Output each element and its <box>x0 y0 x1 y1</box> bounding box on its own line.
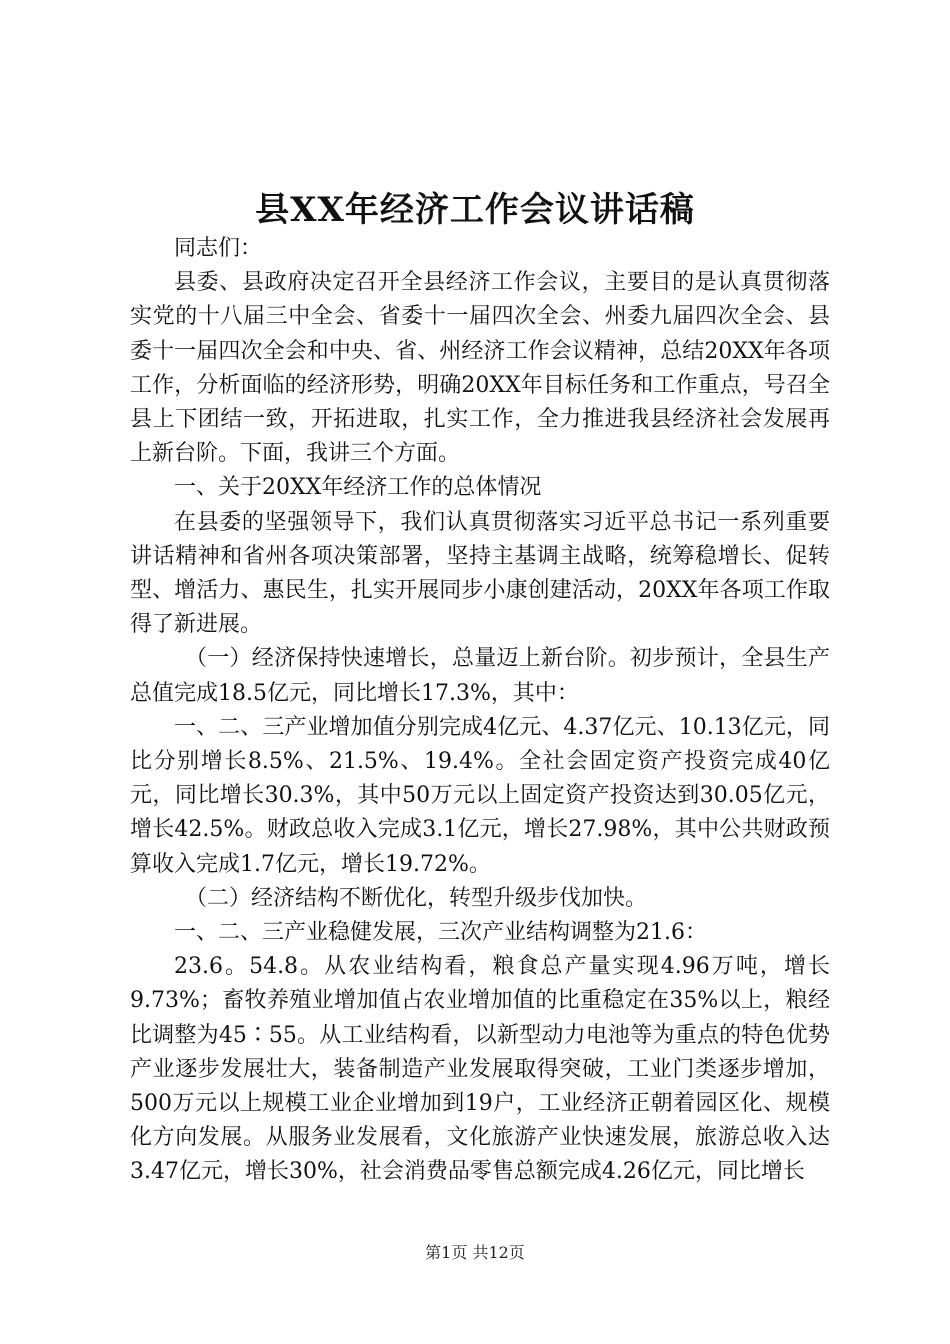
subsection-2-lead: 一、二、三产业稳健发展，三次产业结构调整为21.6： <box>174 920 707 946</box>
document-body <box>130 232 830 1190</box>
section-heading-1: 一、关于20XX年经济工作的总体情况 <box>174 475 542 501</box>
salutation: 同志们： <box>174 236 263 261</box>
subsection-heading-1: （一）经济保持快速增长，总量迈上新台阶。初步预计，全县生产总值完成18.5亿元，同比增长17.3%，其中： <box>130 646 830 706</box>
subsection-2-paragraph: 23.6。54.8。从农业结构看，粮食总产量实现4.96万吨，增长9.73%；畜牧养殖业增加值占农业增加值的比重稳定在35%以上，粮经比调整为45∶55。从工业结构看，以新型动力电池等为重点的特色优势产业逐步发展壮大，装备制造产业发展取得突破，工业门类逐步增加，500万元以上规模工业企业增加到19户，工业经济正朝着园区化、规模化方向发展。从服务业发展看，文化旅游产业快速发展，旅游总收入达3.47亿元，增长30%，社会消费品零售总额完成4.26亿元，同比增长 <box>130 954 830 1185</box>
document-title: 县XX年经济工作会议讲话稿 <box>255 190 695 230</box>
subsection-1-paragraph: 一、二、三产业增加值分别完成4亿元、4.37亿元、10.13亿元，同比分别增长8.5%、21.5%、19.4%。全社会固定资产投资完成40亿元，同比增长30.3%，其中50万元以上固定资产投资达到30.05亿元，增长42.5%。财政总收入完成3.1亿元，增长27.98%，其中公共财政预算收入完成1.7亿元，增长19.72%。 <box>130 714 830 877</box>
intro-paragraph: 县委、县政府决定召开全县经济工作会议，主要目的是认真贯彻落实党的十八届三中全会、省委十一届四次全会、州委九届四次全会、县委十一届四次全会和中央、省、州经济工作会议精神，总结20XX年各项工作，分析面临的经济形势，明确20XX年目标任务和工作重点，号召全县上下团结一致，开拓进取，扎实工作，全力推进我县经济社会发展再上新台阶。下面，我讲三个方面。 <box>130 270 830 467</box>
subsection-heading-2: （二）经济结构不断优化，转型升级步伐加快。 <box>185 885 648 911</box>
section-1-paragraph: 在县委的坚强领导下，我们认真贯彻落实习近平总书记一系列重要讲话精神和省州各项决策部署，坚持主基调主战略，统筹稳增长、促转型、增活力、惠民生，扎实开展同步小康创建活动，20XX年各项工作取得了新进展。 <box>130 509 830 638</box>
page-footer: 第1页 共12页 <box>425 1243 525 1262</box>
